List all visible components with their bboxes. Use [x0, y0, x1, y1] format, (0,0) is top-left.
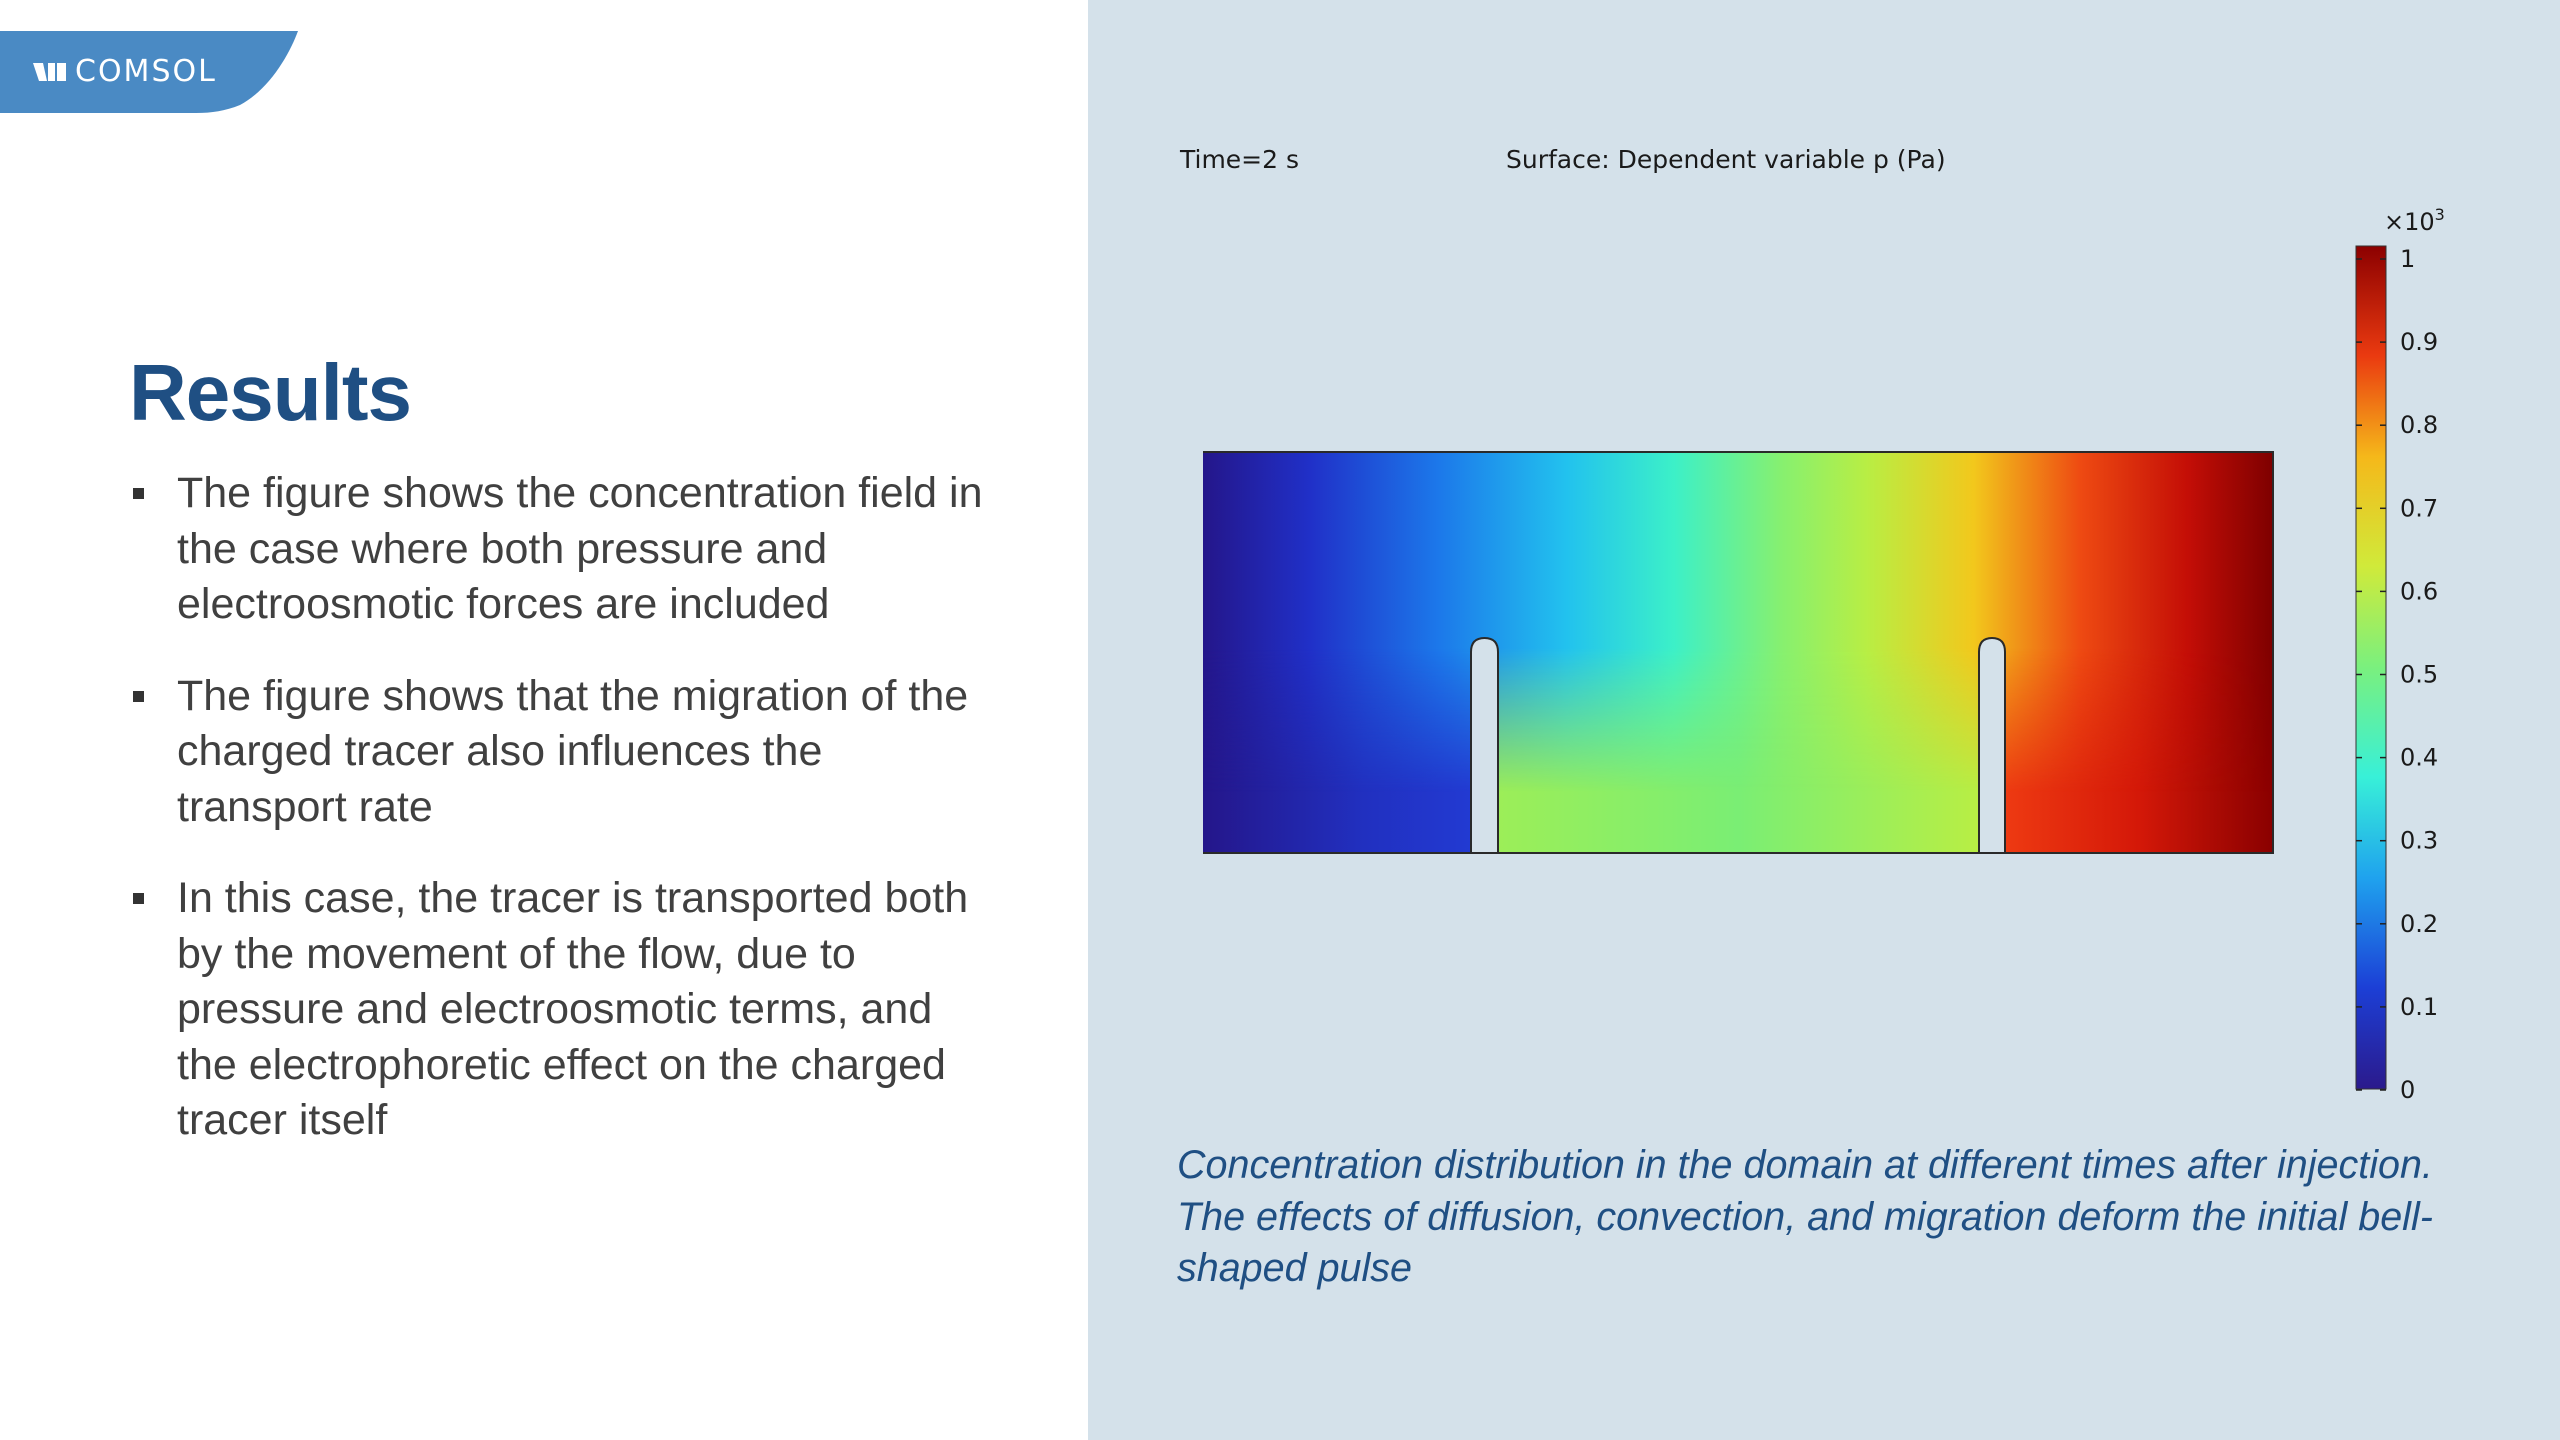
bullet-item	[130, 669, 990, 836]
bullet-list	[130, 466, 990, 1185]
colorbar-tick-label: 0.4	[2400, 743, 2439, 772]
colorbar-tick-label: 0.2	[2400, 909, 2439, 938]
bullet-text: The figure shows that the migration of the charged tracer also influences the transport rate	[177, 671, 969, 831]
slide-title: Results	[129, 348, 411, 437]
time-label: Time=2 s	[1180, 145, 1300, 174]
figure-caption: Concentration distribution in the domain at different times after injection. The effects of diffusion, convection, and migration deform the initial bell-shaped pulse	[1177, 1143, 2433, 1290]
colorbar-tick-label: 0.9	[2400, 328, 2439, 357]
colorbar-tick-label: 0.5	[2400, 660, 2439, 689]
bullet-item	[130, 871, 990, 1149]
colorbar-tick-label: 1	[2400, 245, 2416, 273]
colorbar-gradient	[2356, 246, 2386, 1089]
surface-label: Surface: Dependent variable p (Pa)	[1506, 145, 1946, 174]
colorbar-tick-label: 0	[2400, 1076, 2416, 1104]
bullet-square-icon	[133, 691, 144, 702]
bullet-item	[130, 466, 990, 633]
colorbar-tick-label: 0.8	[2400, 411, 2439, 440]
colorbar-tick-label: 0.3	[2400, 826, 2439, 855]
colorbar-tick-label: 0.7	[2400, 494, 2439, 523]
colorbar-multiplier: $\times 10^3$	[2384, 205, 2445, 236]
bullet-text: In this case, the tracer is transported both by the movement of the flow, due to pressure and electroosmotic terms, and the electrophoretic effect on the charged tracer itself	[177, 874, 969, 1144]
bullet-square-icon	[133, 893, 144, 904]
colorbar-tick-label: 0.6	[2400, 577, 2439, 606]
bullet-text: The figure shows the concentration field in the case where both pressure and electroosmotic forces are included	[177, 469, 983, 628]
comsol-logo-text: COMSOL	[75, 54, 217, 89]
comsol-logo-icon	[33, 61, 71, 83]
bullet-square-icon	[133, 488, 144, 499]
domain-surface	[1203, 452, 2273, 853]
colorbar-tick-label: 0.1	[2400, 992, 2439, 1021]
colorbar	[2356, 205, 2445, 1104]
